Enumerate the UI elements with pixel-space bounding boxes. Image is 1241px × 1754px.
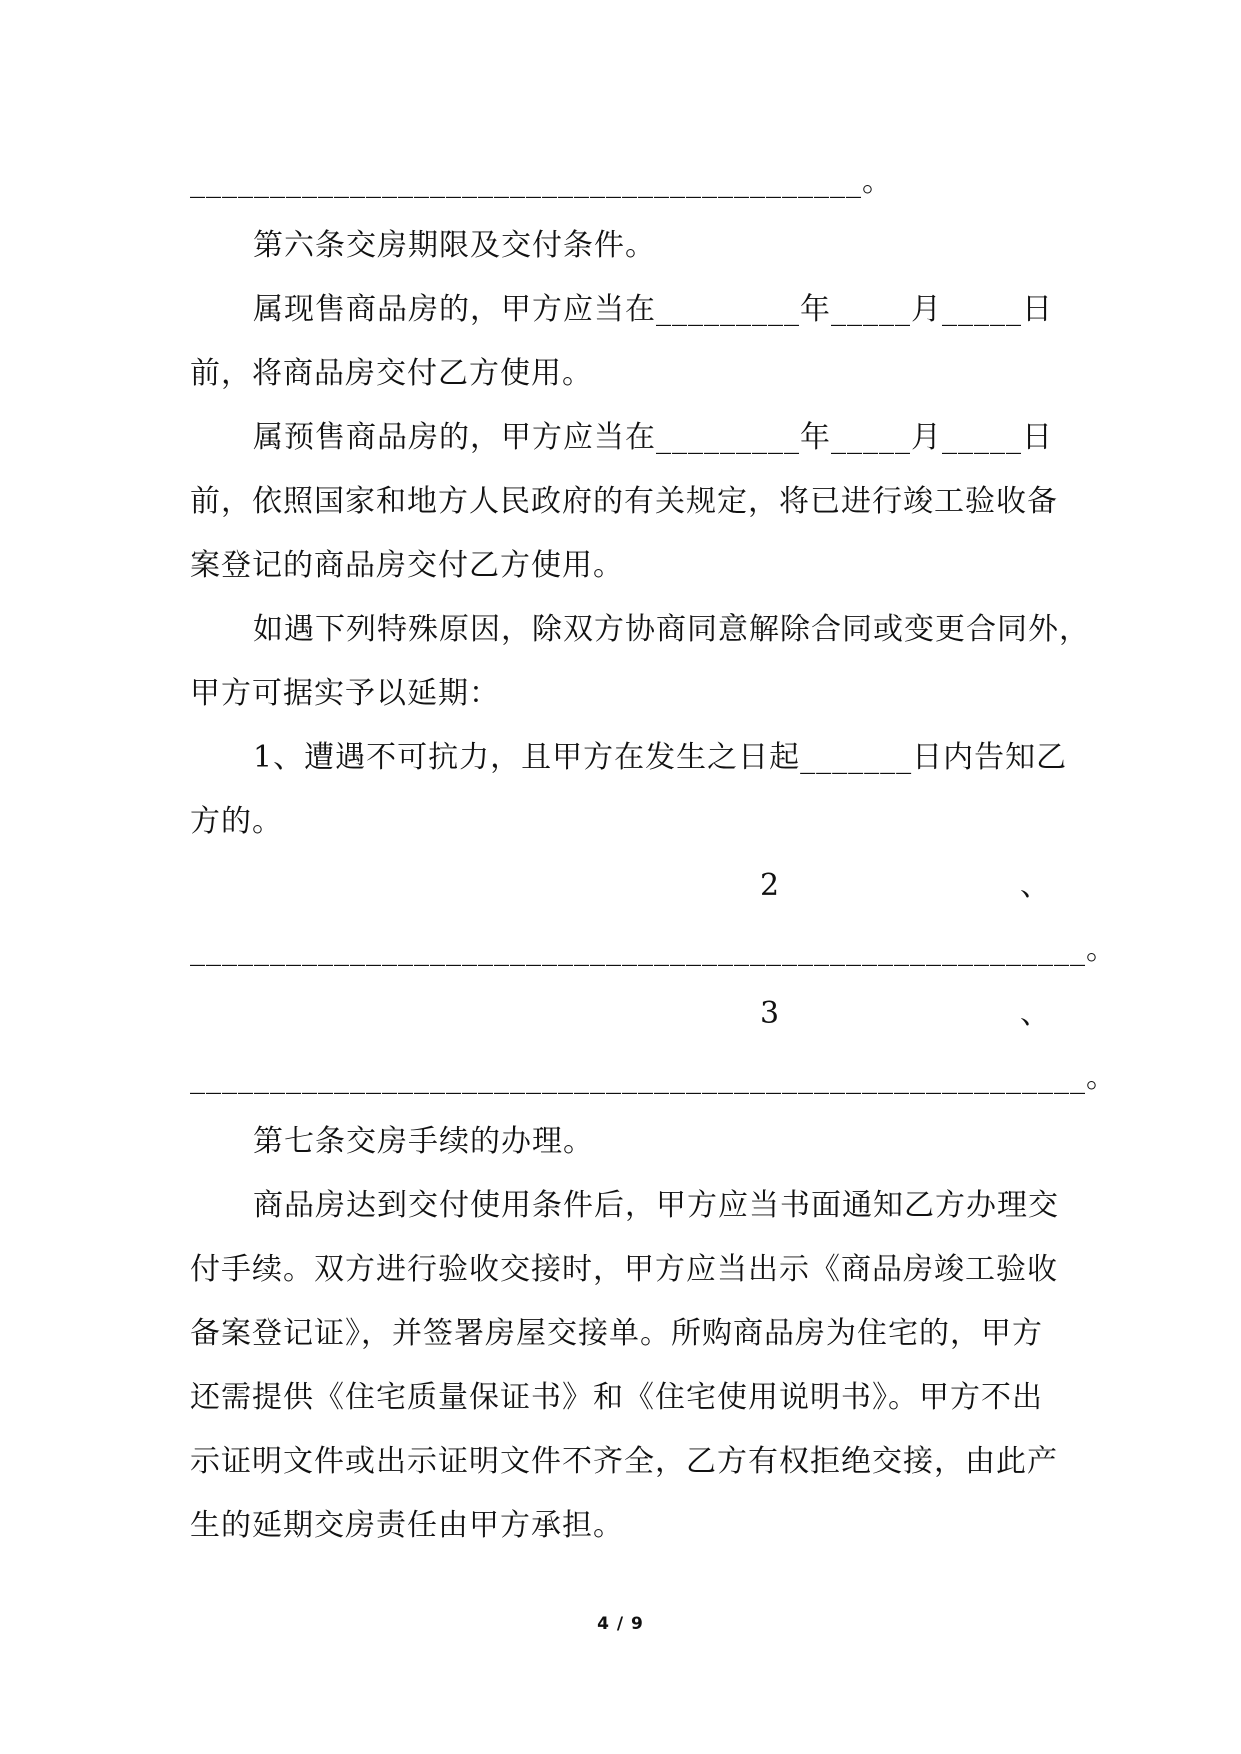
paragraph-line: 示证明文件或出示证明文件不齐全，乙方有权拒绝交接，由此产 (190, 1444, 1058, 1479)
paragraph-line: 如遇下列特殊原因，除双方协商同意解除合同或变更合同外， (253, 612, 1090, 647)
list-item-1-line: 方的。 (190, 804, 283, 839)
list-item-2-number: 2 (760, 868, 780, 903)
paragraph-line: 案登记的商品房交付乙方使用。 (190, 548, 624, 583)
paragraph-line: 属现售商品房的，甲方应当在_________年_____月_____日 (253, 292, 1053, 327)
paragraph-line: 付手续。双方进行验收交接时，甲方应当出示《商品房竣工验收 (190, 1252, 1058, 1287)
list-item-2-mark: 、 (1020, 868, 1050, 903)
blank-line: ________________________________________________________。 (190, 932, 1117, 967)
blank-line: ________________________________________________________。 (190, 1060, 1117, 1095)
paragraph-line: 商品房达到交付使用条件后，甲方应当书面通知乙方办理交 (253, 1188, 1059, 1223)
article-7-heading: 第七条交房手续的办理。 (253, 1124, 594, 1159)
paragraph-line: 属预售商品房的，甲方应当在_________年_____月_____日 (253, 420, 1053, 455)
list-item-3-number: 3 (760, 996, 780, 1031)
paragraph-line: 前，依照国家和地方人民政府的有关规定，将已进行竣工验收备 (190, 484, 1058, 519)
list-item-1-line: 1、遭遇不可抗力，且甲方在发生之日起_______日内告知乙 (253, 740, 1068, 775)
paragraph-line: 还需提供《住宅质量保证书》和《住宅使用说明书》。甲方不出 (190, 1380, 1043, 1415)
paragraph-line: 甲方可据实予以延期： (190, 676, 500, 711)
paragraph-line: 前，将商品房交付乙方使用。 (190, 356, 593, 391)
list-item-3-mark: 、 (1020, 996, 1050, 1031)
page-number: 4 / 9 (597, 1614, 644, 1634)
paragraph-line: 备案登记证》，并签署房屋交接单。所购商品房为住宅的，甲方 (190, 1316, 1043, 1351)
paragraph-line: 生的延期交房责任由甲方承担。 (190, 1508, 624, 1543)
blank-line: __________________________________________。 (190, 164, 893, 199)
article-6-heading: 第六条交房期限及交付条件。 (253, 228, 656, 263)
